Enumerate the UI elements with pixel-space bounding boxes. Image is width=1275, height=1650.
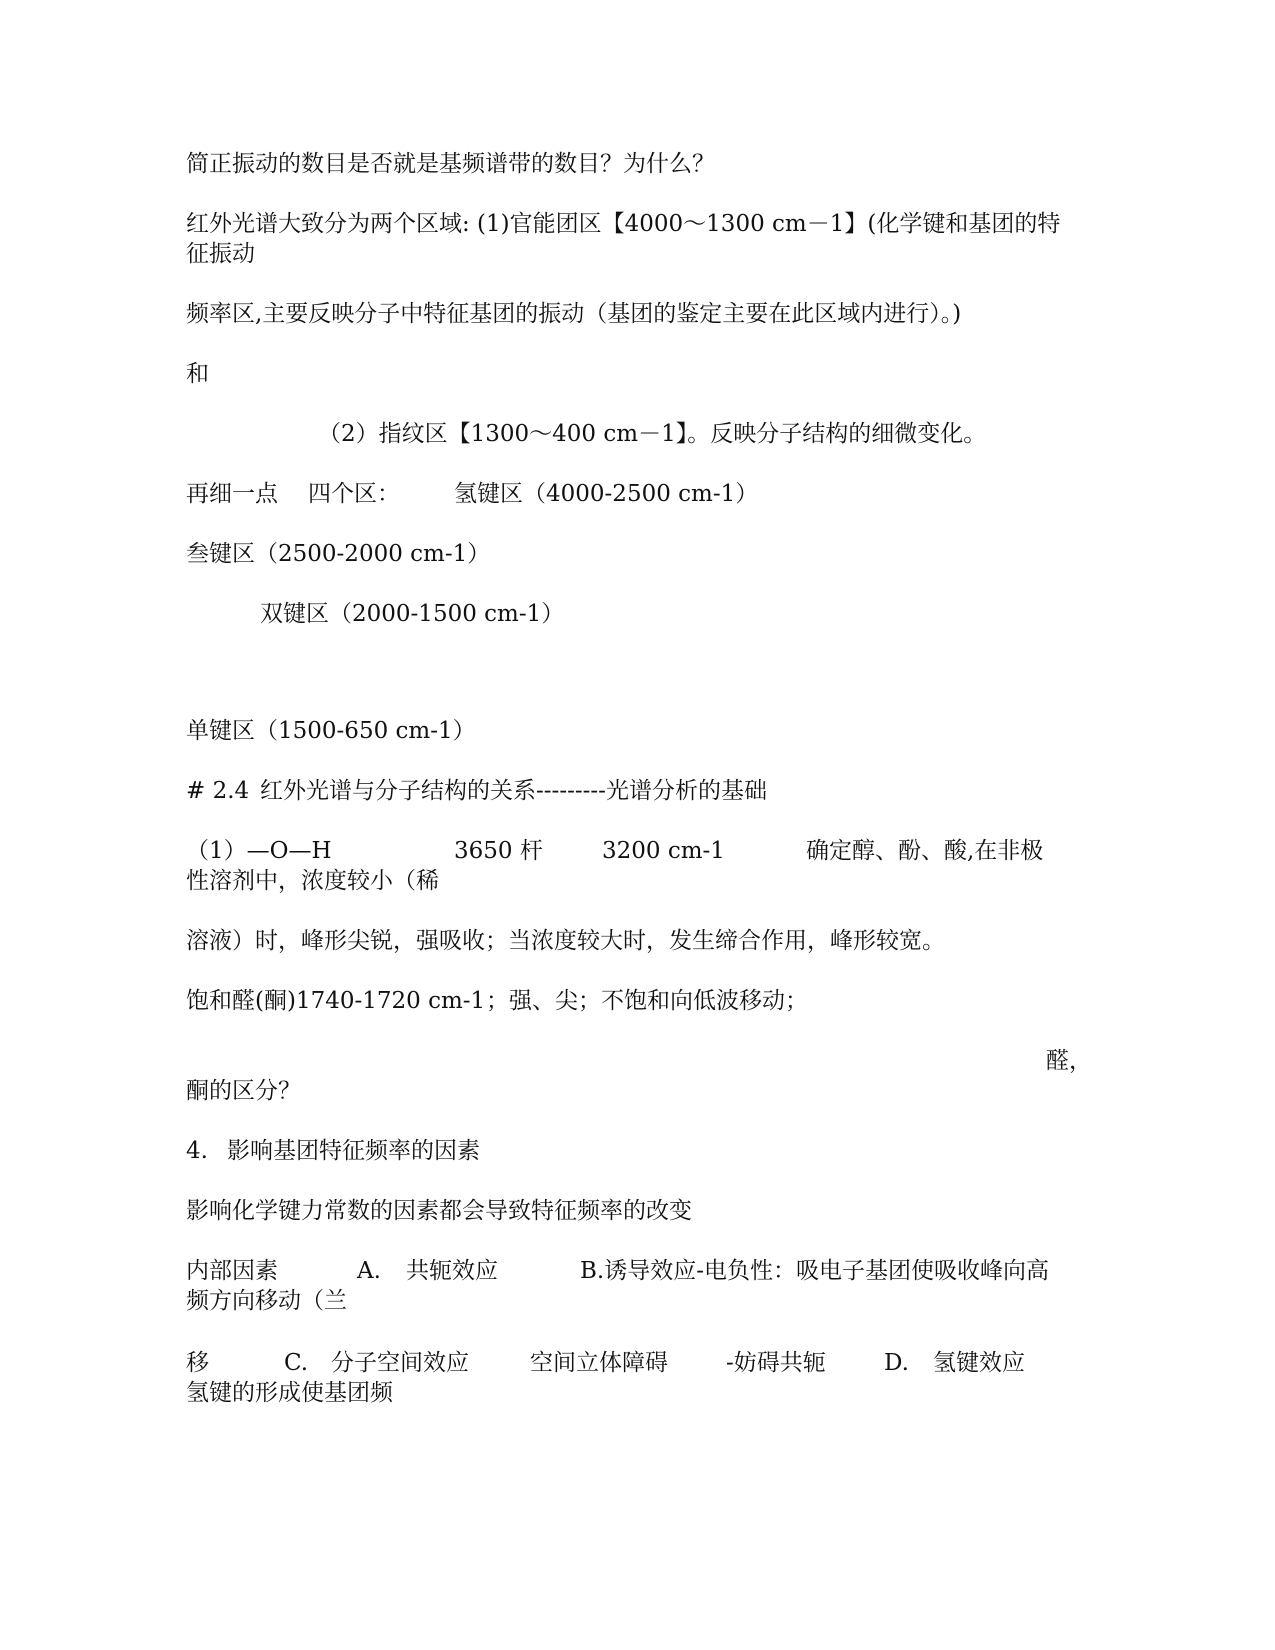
oh-label: （1）—O—H — [186, 838, 332, 864]
carbonyl-peak-note: ；强、尖；不饱和向低波移动； — [486, 988, 808, 1014]
saturated-carbonyl-range: 饱和醛(酮)1740-1720 cm-1 — [186, 988, 486, 1014]
steric-hindrance: 空间立体障碍 — [530, 1350, 668, 1376]
triple-bond-region: 叁键区（2500-2000 cm-1） — [186, 541, 491, 567]
oh-range-start: 3650 杆 — [454, 838, 543, 864]
item-a-marker: A. — [357, 1258, 381, 1284]
four-regions-label: 四个区： — [308, 481, 400, 507]
inductive-effect: B.诱导效应-电负性：吸电子基团使吸收峰向高 — [580, 1258, 1049, 1284]
hinder-conjugation: -妨碍共轭 — [726, 1350, 826, 1376]
aldehyde-ketone-question: 酮的区分？ — [186, 1078, 301, 1104]
oh-range-end: 3200 cm-1 — [602, 838, 725, 864]
subsection-number: 4. — [186, 1138, 208, 1164]
solution-peak-shape: 溶液）时，峰形尖锐，强吸收；当浓度较大时，发生缔合作用，峰形较宽。 — [186, 928, 945, 954]
aldehyde-right: 醛， — [1046, 1048, 1092, 1074]
item-d-marker: D. — [884, 1350, 909, 1376]
ir-regions-intro-cont: 征振动 — [186, 241, 255, 267]
double-bond-region: 双键区（2000-1500 cm-1） — [260, 601, 565, 627]
hydrogen-bond-region: 氢键区（4000-2500 cm-1） — [454, 481, 759, 507]
conjunction-and: 和 — [186, 361, 209, 387]
ir-regions-intro: 红外光谱大致分为两个区域: (1)官能团区【4000～1300 cm－1】(化学键和基团的特 — [186, 211, 1061, 237]
functional-group-region-desc: 频率区,主要反映分子中特征基团的振动（基团的鉴定主要在此区域内进行）。) — [186, 301, 962, 327]
section-number: # 2.4 — [186, 778, 250, 804]
item-c-marker: C. — [284, 1350, 309, 1376]
oh-description-cont: 性溶剂中，浓度较小（稀 — [186, 868, 439, 894]
shift-char: 移 — [186, 1350, 209, 1376]
finer-label: 再细一点 — [186, 481, 278, 507]
oh-description: 确定醇、酚、酸,在非极 — [806, 838, 1044, 864]
fingerprint-region: （2）指纹区【1300～400 cm－1】。反映分子结构的细微变化。 — [318, 421, 987, 447]
conjugation-effect: 共轭效应 — [406, 1258, 498, 1284]
hydrogen-bond-effect: 氢键效应 — [933, 1350, 1025, 1376]
single-bond-region: 单键区（1500-650 cm-1） — [186, 718, 476, 744]
inductive-effect-cont: 频方向移动（兰 — [186, 1288, 347, 1314]
internal-factors-label: 内部因素 — [186, 1258, 278, 1284]
force-constant-factors: 影响化学键力常数的因素都会导致特征频率的改变 — [186, 1198, 692, 1224]
steric-effect: 分子空间效应 — [331, 1350, 469, 1376]
question-normal-modes: 简正振动的数目是否就是基频谱带的数目？为什么？ — [186, 151, 715, 177]
subsection-title: 影响基团特征频率的因素 — [227, 1138, 480, 1164]
hbond-effect-cont: 氢键的形成使基团频 — [186, 1380, 393, 1406]
section-title: 红外光谱与分子结构的关系---------光谱分析的基础 — [260, 778, 767, 804]
